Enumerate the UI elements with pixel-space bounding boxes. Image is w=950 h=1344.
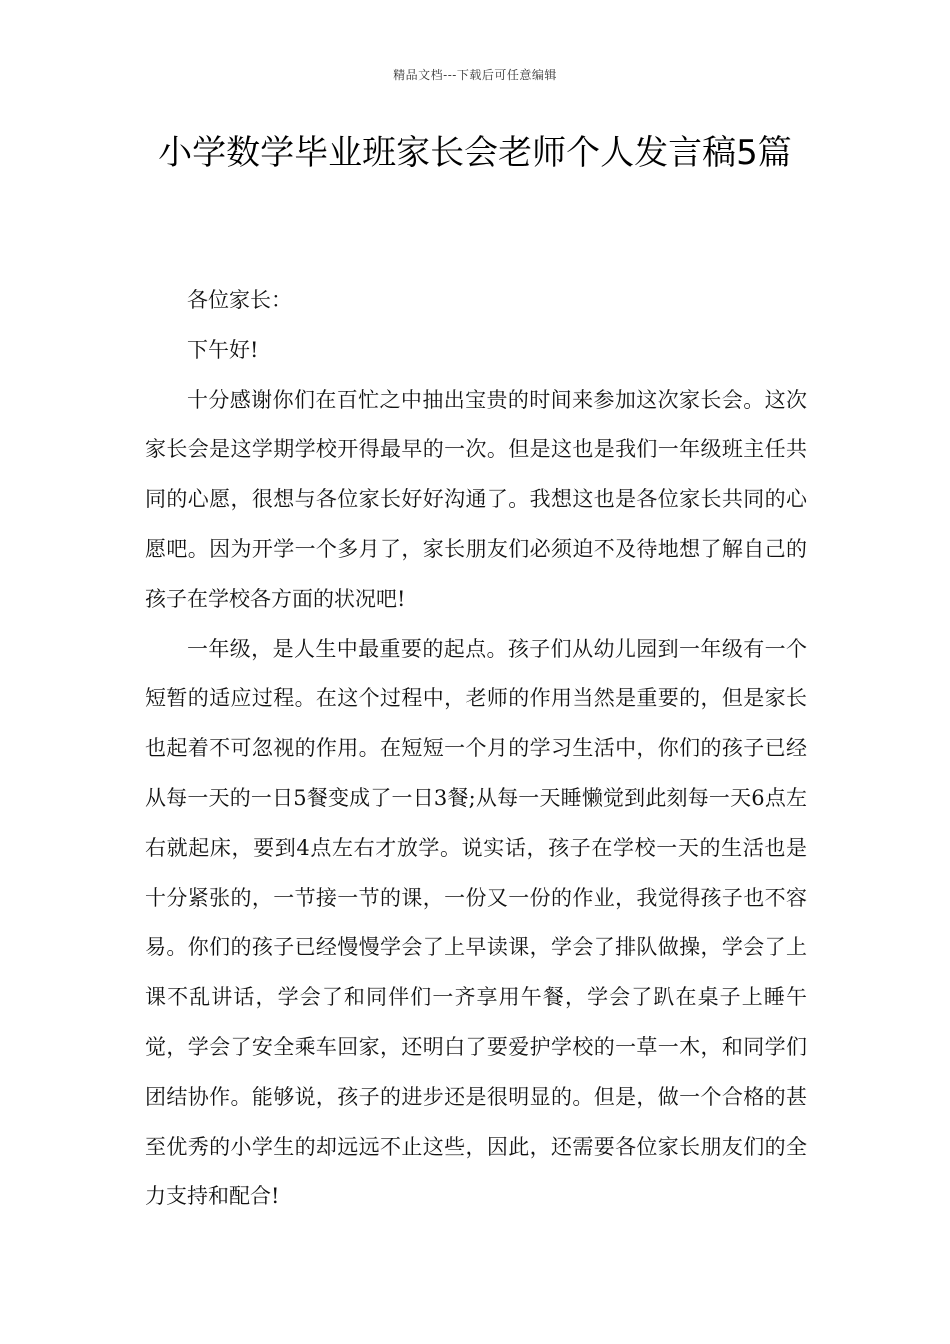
paragraph-thanks: 十分感谢你们在百忙之中抽出宝贵的时间来参加这次家长会。这次家长会是这学期学校开得最早的一次。但是这也是我们一年级班主任共同的心愿，很想与各位家长好好沟通了。我想这也是各位家长共同的心愿吧。因为开学一个多月了，家长朋友们必须迫不及待地想了解自己的孩子在学校各方面的状况吧! — [145, 387, 807, 611]
header-note: 精品文档---下载后可任意编辑 — [393, 68, 557, 82]
document-title: 小学数学毕业班家长会老师个人发言稿5篇 — [158, 133, 792, 173]
document-body — [145, 276, 807, 1222]
greeting: 下午好! — [187, 337, 259, 362]
paragraph-first-grade: 一年级，是人生中最重要的起点。孩子们从幼儿园到一年级有一个短暂的适应过程。在这个过程中，老师的作用当然是重要的，但是家长也起着不可忽视的作用。在短短一个月的学习生活中，你们的孩子已经从每一天的一日5餐变成了一日3餐;从每一天睡懒觉到此刻每一天6点左右就起床，要到4点左右才放学。说实话，孩子在学校一天的生活也是十分紧张的，一节接一节的课，一份又一份的作业，我觉得孩子也不容易。你们的孩子已经慢慢学会了上早读课，学会了排队做操，学会了上课不乱讲话，学会了和同伴们一齐享用午餐，学会了趴在桌子上睡午觉，学会了安全乘车回家，还明白了要爱护学校的一草一木，和同学们团结协作。能够说，孩子的进步还是很明显的。但是，做一个合格的甚至优秀的小学生的却远远不止这些，因此，还需要各位家长朋友们的全力支持和配合! — [145, 636, 807, 1209]
salutation: 各位家长： — [187, 288, 292, 312]
